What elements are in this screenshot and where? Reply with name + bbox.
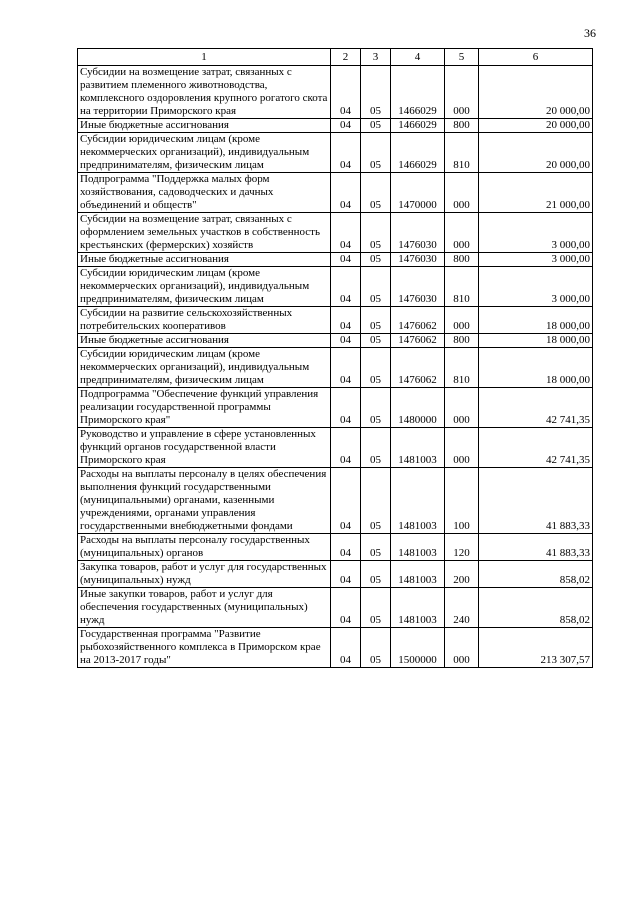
table-row [78, 628, 593, 668]
row-subsection: 05 [361, 388, 391, 428]
row-target-code: 1470000 [391, 173, 445, 213]
row-section: 04 [331, 334, 361, 348]
table-row [78, 468, 593, 534]
row-target-code: 1480000 [391, 388, 445, 428]
row-expense-type: 000 [445, 388, 479, 428]
row-expense-type: 000 [445, 66, 479, 119]
row-target-code: 1481003 [391, 588, 445, 628]
row-amount: 20 000,00 [479, 119, 593, 133]
row-subsection: 05 [361, 628, 391, 668]
table-row [78, 133, 593, 173]
table-row [78, 428, 593, 468]
row-name: Иные бюджетные ассигнования [78, 253, 331, 267]
row-expense-type: 100 [445, 468, 479, 534]
row-amount: 18 000,00 [479, 307, 593, 334]
row-name: Государственная программа "Развитие рыбохозяйственного комплекса в Приморском крае на 2013-2017 годы" [78, 628, 331, 668]
table-body [78, 66, 593, 668]
row-section: 04 [331, 213, 361, 253]
row-amount: 20 000,00 [479, 66, 593, 119]
table-row [78, 173, 593, 213]
header-cell-2: 2 [331, 49, 361, 66]
row-name: Иные бюджетные ассигнования [78, 334, 331, 348]
row-amount: 3 000,00 [479, 267, 593, 307]
row-section: 04 [331, 534, 361, 561]
row-amount: 41 883,33 [479, 468, 593, 534]
row-subsection: 05 [361, 588, 391, 628]
row-section: 04 [331, 119, 361, 133]
row-expense-type: 810 [445, 267, 479, 307]
row-amount: 213 307,57 [479, 628, 593, 668]
row-section: 04 [331, 133, 361, 173]
header-row [78, 49, 593, 66]
row-target-code: 1476062 [391, 348, 445, 388]
row-section: 04 [331, 388, 361, 428]
row-subsection: 05 [361, 307, 391, 334]
header-cell-5: 5 [445, 49, 479, 66]
row-section: 04 [331, 468, 361, 534]
table-row [78, 119, 593, 133]
row-name: Субсидии юридическим лицам (кроме некоммерческих организаций), индивидуальным предпринимателям, физическим лицам [78, 348, 331, 388]
row-expense-type: 200 [445, 561, 479, 588]
row-amount: 42 741,35 [479, 388, 593, 428]
row-name: Расходы на выплаты персоналу в целях обеспечения выполнения функций государственными (муниципальными) органами, казенными учреждениями, органами управления государственными внебюджетными фондами [78, 468, 331, 534]
budget-table [77, 48, 593, 668]
row-name: Иные бюджетные ассигнования [78, 119, 331, 133]
table-row [78, 267, 593, 307]
row-section: 04 [331, 267, 361, 307]
row-target-code: 1481003 [391, 428, 445, 468]
row-target-code: 1500000 [391, 628, 445, 668]
row-name: Руководство и управление в сфере установленных функций органов государственной власти Приморского края [78, 428, 331, 468]
row-target-code: 1481003 [391, 561, 445, 588]
table-row [78, 561, 593, 588]
table-row [78, 334, 593, 348]
row-name: Субсидии на возмещение затрат, связанных с развитием племенного животноводства, комплексного оздоровления крупного рогатого скота на территории Приморского края [78, 66, 331, 119]
table-row [78, 66, 593, 119]
row-name: Подпрограмма "Поддержка малых форм хозяйствования, садоводческих и дачных объединений и обществ" [78, 173, 331, 213]
row-section: 04 [331, 66, 361, 119]
row-expense-type: 800 [445, 119, 479, 133]
row-expense-type: 000 [445, 213, 479, 253]
row-target-code: 1476030 [391, 267, 445, 307]
row-name: Закупка товаров, работ и услуг для государственных (муниципальных) нужд [78, 561, 331, 588]
row-section: 04 [331, 428, 361, 468]
row-expense-type: 000 [445, 428, 479, 468]
row-target-code: 1466029 [391, 119, 445, 133]
row-section: 04 [331, 628, 361, 668]
header-cell-6: 6 [479, 49, 593, 66]
row-subsection: 05 [361, 267, 391, 307]
row-target-code: 1466029 [391, 66, 445, 119]
row-target-code: 1476030 [391, 213, 445, 253]
row-name: Субсидии юридическим лицам (кроме некоммерческих организаций), индивидуальным предпринимателям, физическим лицам [78, 267, 331, 307]
row-section: 04 [331, 173, 361, 213]
row-section: 04 [331, 561, 361, 588]
table-row [78, 348, 593, 388]
row-target-code: 1476062 [391, 334, 445, 348]
row-section: 04 [331, 588, 361, 628]
row-amount: 20 000,00 [479, 133, 593, 173]
row-subsection: 05 [361, 334, 391, 348]
row-expense-type: 800 [445, 334, 479, 348]
row-amount: 21 000,00 [479, 173, 593, 213]
row-amount: 18 000,00 [479, 334, 593, 348]
row-subsection: 05 [361, 253, 391, 267]
row-expense-type: 240 [445, 588, 479, 628]
row-target-code: 1481003 [391, 468, 445, 534]
row-section: 04 [331, 253, 361, 267]
header-cell-3: 3 [361, 49, 391, 66]
row-subsection: 05 [361, 173, 391, 213]
row-amount: 3 000,00 [479, 213, 593, 253]
row-expense-type: 000 [445, 628, 479, 668]
row-expense-type: 800 [445, 253, 479, 267]
row-amount: 42 741,35 [479, 428, 593, 468]
row-name: Подпрограмма "Обеспечение функций управления реализации государственной программы Приморского края" [78, 388, 331, 428]
row-name: Расходы на выплаты персоналу государственных (муниципальных) органов [78, 534, 331, 561]
row-subsection: 05 [361, 348, 391, 388]
row-name: Субсидии на возмещение затрат, связанных с оформлением земельных участков в собственность крестьянских (фермерских) хозяйств [78, 213, 331, 253]
row-subsection: 05 [361, 534, 391, 561]
row-expense-type: 120 [445, 534, 479, 561]
row-target-code: 1476062 [391, 307, 445, 334]
row-target-code: 1481003 [391, 534, 445, 561]
header-cell-4: 4 [391, 49, 445, 66]
row-target-code: 1466029 [391, 133, 445, 173]
row-target-code: 1476030 [391, 253, 445, 267]
table-row [78, 307, 593, 334]
row-expense-type: 810 [445, 348, 479, 388]
row-expense-type: 000 [445, 173, 479, 213]
table-row [78, 588, 593, 628]
row-amount: 858,02 [479, 588, 593, 628]
row-name: Субсидии на развитие сельскохозяйственных потребительских кооперативов [78, 307, 331, 334]
row-section: 04 [331, 348, 361, 388]
row-subsection: 05 [361, 66, 391, 119]
row-expense-type: 810 [445, 133, 479, 173]
row-subsection: 05 [361, 468, 391, 534]
row-name: Субсидии юридическим лицам (кроме некоммерческих организаций), индивидуальным предпринимателям, физическим лицам [78, 133, 331, 173]
table-row [78, 253, 593, 267]
row-section: 04 [331, 307, 361, 334]
row-subsection: 05 [361, 561, 391, 588]
row-expense-type: 000 [445, 307, 479, 334]
page-number: 36 [584, 26, 596, 40]
table-row [78, 213, 593, 253]
row-subsection: 05 [361, 119, 391, 133]
row-amount: 3 000,00 [479, 253, 593, 267]
header-cell-1: 1 [78, 49, 331, 66]
row-subsection: 05 [361, 213, 391, 253]
row-amount: 858,02 [479, 561, 593, 588]
row-amount: 18 000,00 [479, 348, 593, 388]
row-subsection: 05 [361, 133, 391, 173]
table-row [78, 534, 593, 561]
row-amount: 41 883,33 [479, 534, 593, 561]
row-name: Иные закупки товаров, работ и услуг для обеспечения государственных (муниципальных) нужд [78, 588, 331, 628]
row-subsection: 05 [361, 428, 391, 468]
table-row [78, 388, 593, 428]
